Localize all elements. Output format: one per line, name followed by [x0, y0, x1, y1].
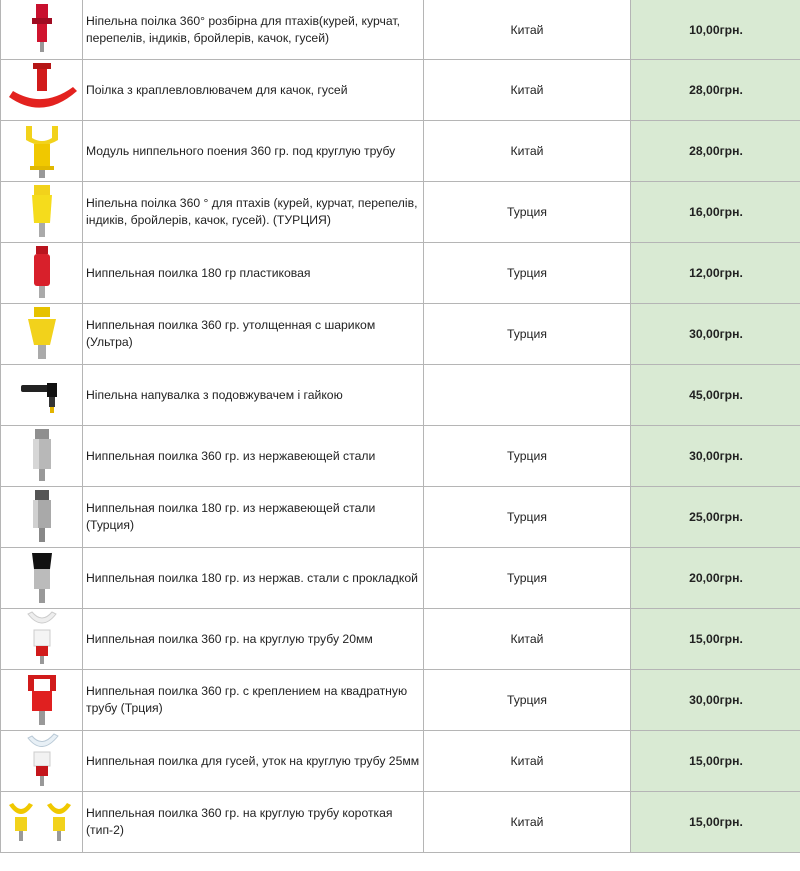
product-price: 12,00грн.	[631, 243, 800, 303]
product-origin: Китай	[424, 121, 631, 181]
yellow-pipe-mount-nipple-icon	[20, 122, 64, 180]
steel-nipple-360-icon	[22, 427, 62, 485]
red-plastic-nipple-icon	[22, 244, 62, 302]
red-square-pipe-nipple-icon	[20, 671, 64, 729]
product-name: Поiлка з краплевловлювачем для качок, гусей	[83, 60, 424, 120]
table-row	[1, 304, 800, 365]
table-row	[1, 243, 800, 304]
product-origin: Китай	[424, 0, 631, 59]
goose-duck-nipple-icon	[20, 732, 64, 790]
black-extension-nipple-icon	[17, 375, 67, 415]
product-price: 20,00грн.	[631, 548, 800, 608]
product-name: Ниппельная поилка для гусей, уток на круглую трубу 25мм	[83, 731, 424, 791]
product-origin: Турция	[424, 487, 631, 547]
product-name: Ниппельная поилка 360 гр. с креплением на квадратную трубу (Трция)	[83, 670, 424, 730]
product-price: 25,00грн.	[631, 487, 800, 547]
product-name: Нiпельна поiлка 360° розбiрна для птахiв(курей, курчат, перепелiв, iндикiв, бройлерiв, качок, гусей)	[83, 0, 424, 59]
table-row	[1, 792, 800, 853]
table-row	[1, 0, 800, 60]
product-name: Ниппельная поилка 180 гр пластиковая	[83, 243, 424, 303]
yellow-ultra-nipple-icon	[20, 305, 64, 363]
steel-nipple-180-icon	[22, 488, 62, 546]
product-origin: Турция	[424, 548, 631, 608]
product-origin	[424, 365, 631, 425]
yellow-nipple-drinker-icon	[22, 183, 62, 241]
product-origin: Китай	[424, 792, 631, 852]
product-origin: Китай	[424, 609, 631, 669]
table-row	[1, 731, 800, 792]
table-row	[1, 60, 800, 121]
product-origin: Турция	[424, 304, 631, 364]
table-row	[1, 121, 800, 182]
product-price: 28,00грн.	[631, 121, 800, 181]
product-price: 30,00грн.	[631, 426, 800, 486]
product-name: Ниппельная поилка 360 гр. на круглую трубу 20мм	[83, 609, 424, 669]
table-row	[1, 548, 800, 609]
red-nipple-drinker-icon	[22, 2, 62, 58]
product-price: 30,00грн.	[631, 304, 800, 364]
table-row	[1, 426, 800, 487]
table-row	[1, 609, 800, 670]
product-name: Нiпельна напувалка з подовжувачем i гайкою	[83, 365, 424, 425]
product-origin: Китай	[424, 731, 631, 791]
product-origin: Китай	[424, 60, 631, 120]
table-row	[1, 670, 800, 731]
table-row	[1, 182, 800, 243]
product-origin: Турция	[424, 426, 631, 486]
product-price: 10,00грн.	[631, 0, 800, 59]
product-price: 30,00грн.	[631, 670, 800, 730]
product-name: Ниппельная поилка 180 гр. из нержавеющей стали (Турция)	[83, 487, 424, 547]
product-price: 28,00грн.	[631, 60, 800, 120]
red-drip-cup-drinker-icon	[3, 61, 81, 119]
table-row	[1, 487, 800, 548]
product-origin: Турция	[424, 243, 631, 303]
product-name: Ниппельная поилка 180 гр. из нержав. стали с прокладкой	[83, 548, 424, 608]
steel-nipple-gasket-icon	[22, 549, 62, 607]
product-origin: Турция	[424, 182, 631, 242]
product-name: Ниппельная поилка 360 гр. на круглую трубу короткая (тип-2)	[83, 792, 424, 852]
product-price: 15,00грн.	[631, 792, 800, 852]
product-name: Модуль ниппельного поения 360 гр. под круглую трубу	[83, 121, 424, 181]
product-price: 15,00грн.	[631, 609, 800, 669]
product-price: 15,00грн.	[631, 731, 800, 791]
product-name: Ниппельная поилка 360 гр. утолщенная с шариком (Ультра)	[83, 304, 424, 364]
white-clamp-nipple-icon	[22, 610, 62, 668]
product-name: Нiпельна поiлка 360 ° для птахiв (курей, курчат, перепелiв, iндикiв, бройлерiв, качок, гусей). (ТУРЦИЯ)	[83, 182, 424, 242]
yellow-short-clamp-nipple-icon	[7, 797, 77, 847]
product-origin: Турция	[424, 670, 631, 730]
product-price: 45,00грн.	[631, 365, 800, 425]
product-price: 16,00грн.	[631, 182, 800, 242]
table-row	[1, 365, 800, 426]
product-name: Ниппельная поилка 360 гр. из нержавеющей стали	[83, 426, 424, 486]
